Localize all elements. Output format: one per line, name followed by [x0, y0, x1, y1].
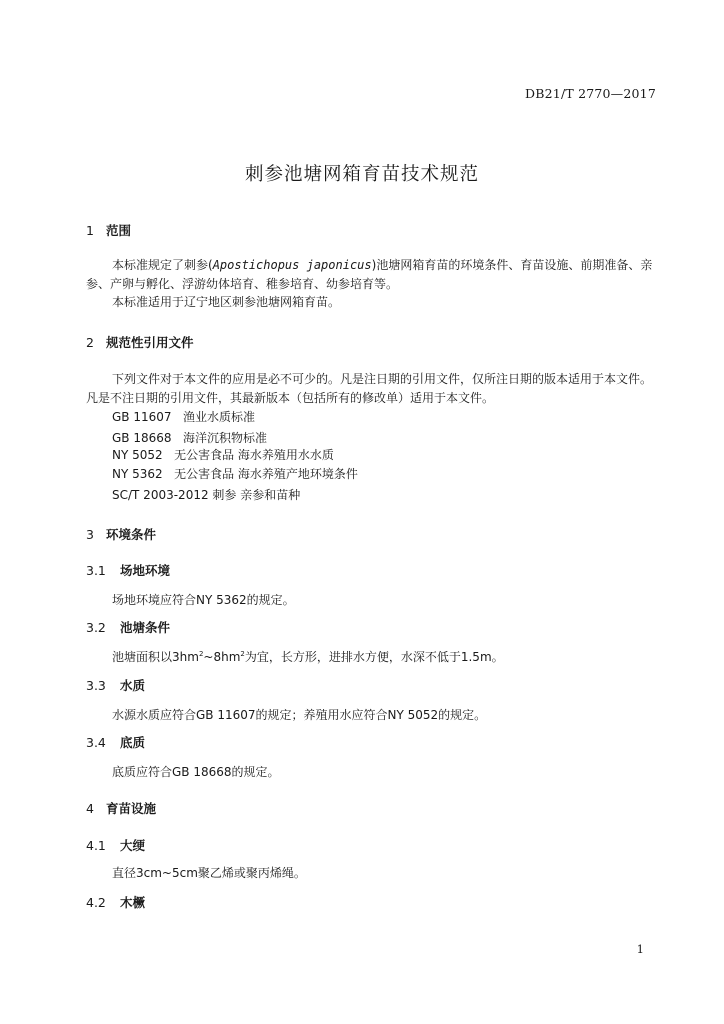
- text: 本标准规定了刺参(: [112, 258, 213, 272]
- subsection-3-2-heading: [86, 618, 170, 636]
- latin-name: Apostichopus japonicus: [212, 258, 372, 272]
- section-2-heading: [86, 333, 194, 351]
- subsection-3-2-text: [112, 648, 504, 665]
- section-1-heading: [86, 221, 131, 239]
- subsection-number: 3.4: [86, 735, 106, 750]
- subsection-4-1-heading: [86, 836, 145, 854]
- section-number: 3: [86, 527, 94, 542]
- superscript: 2: [198, 650, 204, 658]
- subsection-3-3-text: 水源水质应符合GB 11607的规定；养殖用水应符合NY 5052的规定。: [112, 708, 487, 722]
- section-title: 规范性引用文件: [106, 335, 194, 350]
- section-1-paragraph-2: 本标准适用于辽宁地区刺参池塘网箱育苗。: [112, 295, 341, 309]
- section-2-paragraph-1: 下列文件对于本文件的应用是必不可少的。凡是注日期的引用文件，仅所注日期的版本适用于本文件。凡是不注日期的引用文件，其最新版本（包括所有的修改单）适用于本文件。: [86, 372, 653, 405]
- subsection-title: 大绠: [120, 838, 146, 853]
- subsection-3-1-text: 场地环境应符合NY 5362的规定。: [112, 593, 295, 607]
- subsection-title: 池塘条件: [120, 620, 171, 635]
- subsection-number: 4.1: [86, 838, 106, 853]
- section-title: 育苗设施: [106, 801, 157, 816]
- superscript: 2: [240, 650, 245, 658]
- reference-item: GB 18668 海洋沉积物标准: [112, 431, 267, 445]
- subsection-3-4-text: 底质应符合GB 18668的规定。: [112, 765, 280, 779]
- document-title: 刺参池塘网箱育苗技术规范: [244, 164, 479, 185]
- section-number: 2: [86, 335, 94, 350]
- subsection-4-1-text: 直径3cm~5cm聚乙烯或聚丙烯绳。: [112, 866, 306, 880]
- subsection-3-4-heading: [86, 733, 145, 751]
- section-number: 4: [86, 801, 94, 816]
- subsection-3-1-heading: [86, 561, 170, 579]
- text: 为宜，长方形，进排水方便，水深不低于1.5m。: [244, 650, 504, 664]
- reference-item: NY 5052 无公害食品 海水养殖用水水质: [112, 448, 334, 462]
- subsection-title: 底质: [120, 735, 146, 750]
- subsection-title: 水质: [120, 678, 146, 693]
- subsection-number: 3.1: [86, 563, 106, 578]
- subsection-number: 3.2: [86, 620, 106, 635]
- section-title: 环境条件: [106, 527, 157, 542]
- subsection-title: 木橛: [120, 895, 146, 910]
- section-title: 范围: [106, 223, 132, 238]
- subsection-number: 4.2: [86, 895, 106, 910]
- subsection-4-2-heading: [86, 893, 145, 911]
- page-number: 1: [636, 942, 644, 956]
- section-1-paragraph-1: [86, 256, 658, 294]
- section-3-heading: [86, 525, 156, 543]
- subsection-3-3-heading: [86, 676, 145, 694]
- text: )池塘网箱育苗的环境条件、育苗设施、前期准备、亲参、产卵与孵化、浮游幼体培育、稚参培育、幼参培育等。: [86, 258, 653, 291]
- section-4-heading: [86, 799, 156, 817]
- text: ~8hm: [203, 650, 241, 664]
- subsection-number: 3.3: [86, 678, 106, 693]
- subsection-title: 场地环境: [120, 563, 171, 578]
- section-number: 1: [86, 223, 94, 238]
- standard-code: DB21/T 2770—2017: [525, 86, 656, 101]
- text: 池塘面积以3hm: [112, 650, 199, 664]
- reference-item: SC/T 2003-2012 刺参 亲参和苗种: [112, 488, 301, 502]
- reference-item: NY 5362 无公害食品 海水养殖产地环境条件: [112, 467, 358, 481]
- reference-item: GB 11607 渔业水质标准: [112, 410, 255, 424]
